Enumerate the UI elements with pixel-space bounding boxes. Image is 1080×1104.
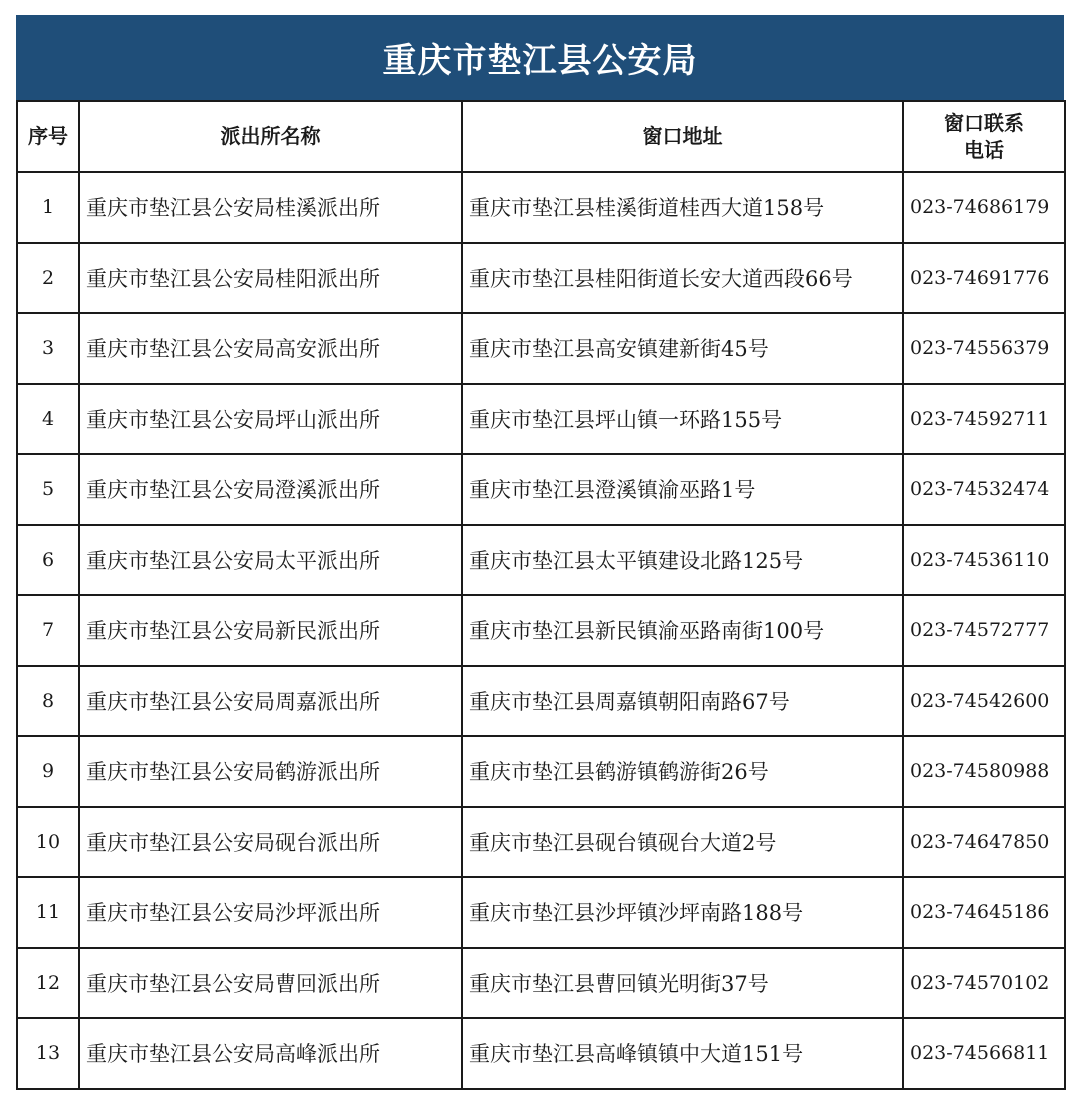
row-number: 4 [17,384,79,455]
station-name: 重庆市垫江县公安局高安派出所 [79,313,462,384]
window-address: 重庆市垫江县新民镇渝巫路南街100号 [462,595,903,666]
row-number: 6 [17,525,79,596]
station-name: 重庆市垫江县公安局桂阳派出所 [79,243,462,314]
station-name: 重庆市垫江县公安局鹤游派出所 [79,736,462,807]
station-name: 重庆市垫江县公安局周嘉派出所 [79,666,462,737]
header-window-phone [903,101,1065,172]
table-row [17,313,1065,384]
window-phone: 023-74691776 [903,243,1065,314]
table-row [17,243,1065,314]
row-number: 5 [17,454,79,525]
row-number: 2 [17,243,79,314]
window-address: 重庆市垫江县桂溪街道桂西大道158号 [462,172,903,243]
station-name: 重庆市垫江县公安局坪山派出所 [79,384,462,455]
station-name: 重庆市垫江县公安局高峰派出所 [79,1018,462,1089]
police-station-sheet [16,15,1064,1090]
window-phone: 023-74647850 [903,807,1065,878]
window-phone: 023-74645186 [903,877,1065,948]
window-phone: 023-74572777 [903,595,1065,666]
window-address: 重庆市垫江县沙坪镇沙坪南路188号 [462,877,903,948]
table-body [17,172,1065,1089]
header-window-phone-label: 窗口联系电话 [944,110,1024,162]
window-phone: 023-74556379 [903,313,1065,384]
window-phone: 023-74566811 [903,1018,1065,1089]
station-name: 重庆市垫江县公安局沙坪派出所 [79,877,462,948]
row-number: 3 [17,313,79,384]
row-number: 1 [17,172,79,243]
window-address: 重庆市垫江县桂阳街道长安大道西段66号 [462,243,903,314]
window-phone: 023-74532474 [903,454,1065,525]
table-row [17,454,1065,525]
row-number: 12 [17,948,79,1019]
row-number: 10 [17,807,79,878]
station-name: 重庆市垫江县公安局砚台派出所 [79,807,462,878]
row-number: 13 [17,1018,79,1089]
row-number: 11 [17,877,79,948]
header-station-name: 派出所名称 [79,101,462,172]
table-row [17,525,1065,596]
header-window-address: 窗口地址 [462,101,903,172]
table-row [17,595,1065,666]
window-phone: 023-74542600 [903,666,1065,737]
window-address: 重庆市垫江县太平镇建设北路125号 [462,525,903,596]
row-number: 9 [17,736,79,807]
window-address: 重庆市垫江县鹤游镇鹤游街26号 [462,736,903,807]
table-row [17,807,1065,878]
window-address: 重庆市垫江县砚台镇砚台大道2号 [462,807,903,878]
window-address: 重庆市垫江县坪山镇一环路155号 [462,384,903,455]
window-address: 重庆市垫江县澄溪镇渝巫路1号 [462,454,903,525]
window-address: 重庆市垫江县曹回镇光明街37号 [462,948,903,1019]
row-number: 7 [17,595,79,666]
table-row [17,877,1065,948]
table-header-row [17,101,1065,172]
station-name: 重庆市垫江县公安局太平派出所 [79,525,462,596]
table-row [17,172,1065,243]
window-address: 重庆市垫江县高峰镇镇中大道151号 [462,1018,903,1089]
header-no: 序号 [17,101,79,172]
station-name: 重庆市垫江县公安局曹回派出所 [79,948,462,1019]
station-table [16,100,1066,1090]
window-phone: 023-74580988 [903,736,1065,807]
station-name: 重庆市垫江县公安局桂溪派出所 [79,172,462,243]
window-phone: 023-74536110 [903,525,1065,596]
row-number: 8 [17,666,79,737]
station-name: 重庆市垫江县公安局新民派出所 [79,595,462,666]
table-row [17,384,1065,455]
window-phone: 023-74592711 [903,384,1065,455]
table-row [17,1018,1065,1089]
table-row [17,736,1065,807]
window-phone: 023-74686179 [903,172,1065,243]
table-row [17,948,1065,1019]
table-row [17,666,1065,737]
window-phone: 023-74570102 [903,948,1065,1019]
page-title: 重庆市垫江县公安局 [16,15,1064,100]
window-address: 重庆市垫江县周嘉镇朝阳南路67号 [462,666,903,737]
window-address: 重庆市垫江县高安镇建新街45号 [462,313,903,384]
station-name: 重庆市垫江县公安局澄溪派出所 [79,454,462,525]
